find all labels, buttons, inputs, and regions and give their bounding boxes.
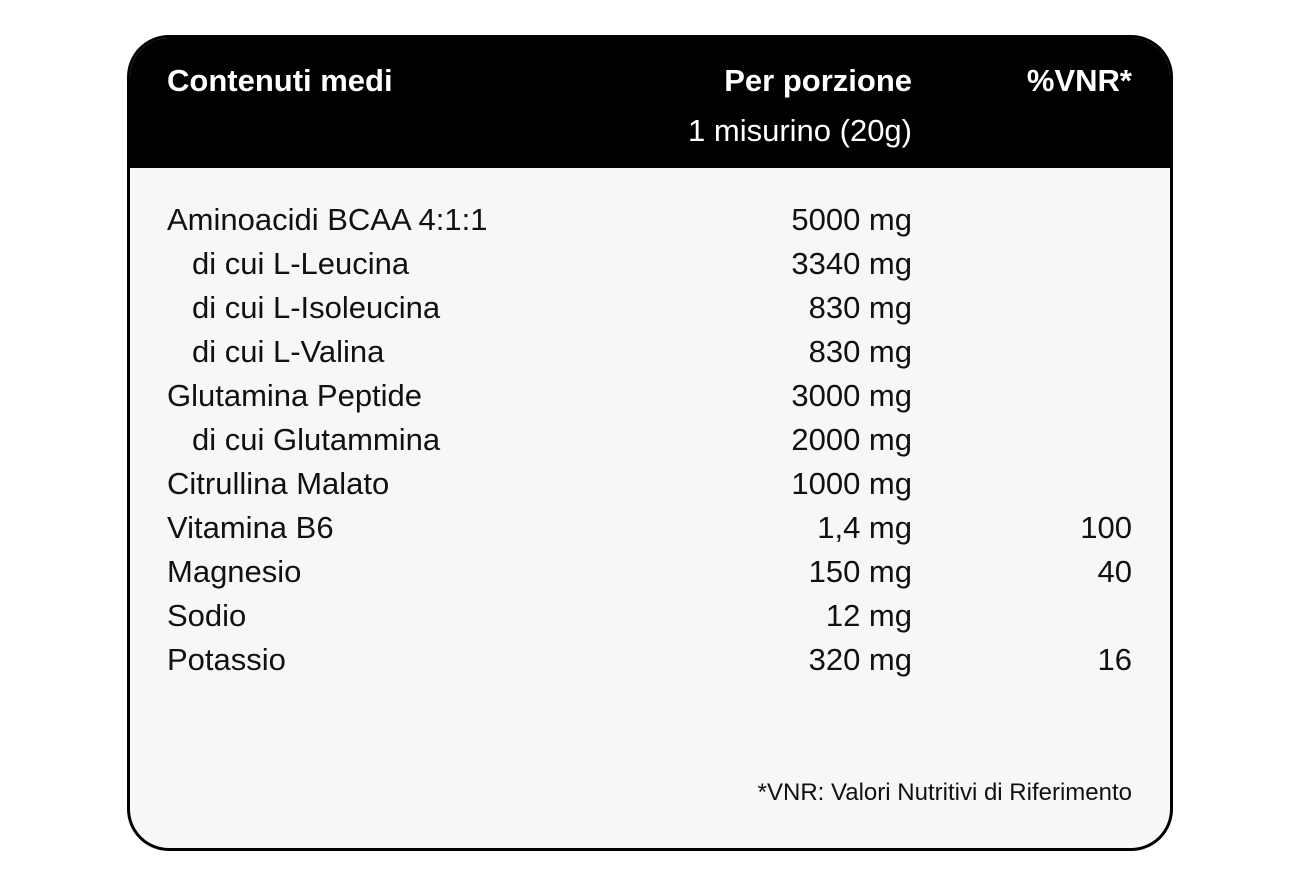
footnote: *VNR: Valori Nutritivi di Riferimento	[757, 779, 1132, 806]
nutrient-list	[130, 198, 1170, 682]
nutrient-amount: 320 mg	[808, 642, 912, 677]
table-header	[130, 38, 1170, 168]
nutrient-amount: 3340 mg	[791, 246, 912, 281]
nutrient-name: di cui L-Leucina	[192, 246, 410, 281]
table-row	[130, 330, 1170, 374]
nutrient-name: di cui Glutammina	[192, 422, 441, 457]
column-header-vnr: %VNR*	[1026, 63, 1132, 98]
nutrient-amount: 830 mg	[808, 334, 912, 369]
nutrient-name: Sodio	[167, 598, 247, 633]
table-row	[130, 462, 1170, 506]
nutrient-vnr: 40	[1097, 554, 1132, 589]
table-row	[130, 418, 1170, 462]
table-row	[130, 286, 1170, 330]
nutrient-amount: 3000 mg	[791, 378, 912, 413]
nutrient-name: Magnesio	[167, 554, 302, 589]
column-header-contents: Contenuti medi	[167, 63, 393, 98]
table-row	[130, 550, 1170, 594]
serving-size-label: 1 misurino (20g)	[688, 113, 912, 148]
nutrient-amount: 830 mg	[808, 290, 912, 325]
column-header-per-portion: Per porzione	[724, 63, 912, 98]
table-row	[130, 374, 1170, 418]
nutrient-name: Vitamina B6	[167, 510, 334, 545]
table-row	[130, 638, 1170, 682]
nutrient-name: Citrullina Malato	[167, 466, 390, 501]
nutrient-amount: 2000 mg	[791, 422, 912, 457]
nutrient-name: Glutamina Peptide	[167, 378, 423, 413]
nutrient-vnr: 100	[1080, 510, 1132, 545]
nutrient-name: di cui L-Valina	[192, 334, 385, 369]
table-row	[130, 242, 1170, 286]
table-row	[130, 594, 1170, 638]
nutrient-amount: 150 mg	[808, 554, 912, 589]
nutrient-amount: 1,4 mg	[817, 510, 912, 545]
nutrient-amount: 5000 mg	[791, 202, 912, 237]
nutrition-facts-table	[127, 35, 1173, 851]
nutrient-name: Aminoacidi BCAA 4:1:1	[167, 202, 488, 237]
nutrient-amount: 1000 mg	[791, 466, 912, 501]
nutrient-amount: 12 mg	[825, 598, 912, 633]
table-row	[130, 198, 1170, 242]
nutrient-vnr: 16	[1097, 642, 1132, 677]
table-row	[130, 506, 1170, 550]
nutrient-name: Potassio	[167, 642, 286, 677]
nutrient-name: di cui L-Isoleucina	[192, 290, 441, 325]
